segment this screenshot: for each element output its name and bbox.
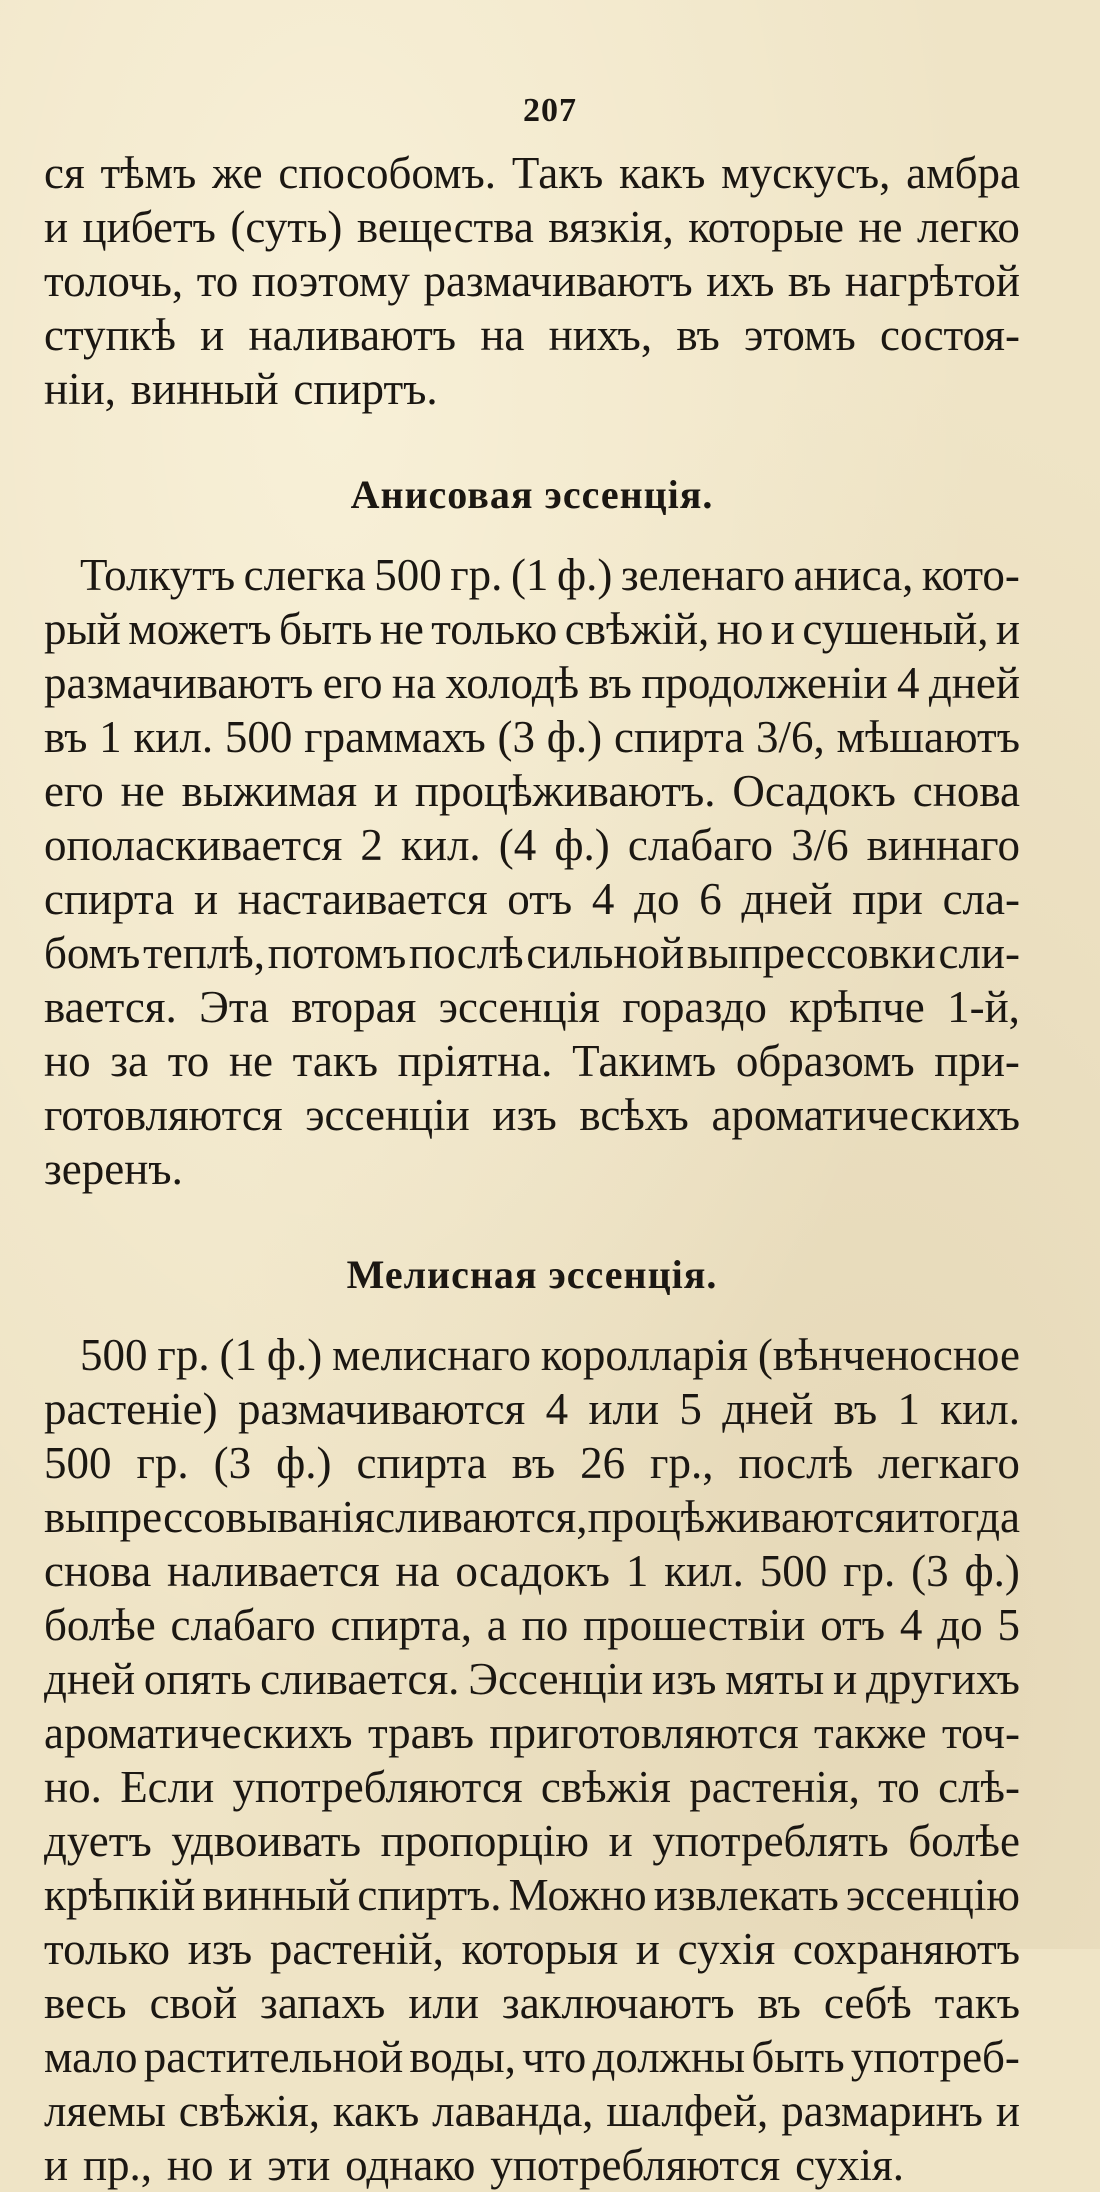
word: способомъ. [278,148,497,198]
word: но. [44,1762,102,1812]
word: дней [928,658,1020,708]
word: вещества [356,202,534,252]
word: въ [757,1978,801,2028]
text-line [44,710,1020,764]
word: наливается [167,1546,380,1596]
word: изъ [187,1924,253,1974]
word: на [480,310,525,360]
word: рый [44,604,121,654]
word: цибетъ [82,202,216,252]
word: какъ [332,2086,420,2136]
word: 500 [224,712,293,762]
word: 1-й, [947,982,1020,1032]
word: сли- [938,928,1020,978]
word: 500 [44,1438,112,1488]
word: кил. [133,712,214,762]
text-line [44,254,1020,308]
word: бомъ [44,928,141,978]
word: то [196,256,239,306]
text-line [44,146,1020,200]
word: толочь, [44,256,184,306]
word: ф.) [276,1438,332,1488]
word: употребляются [490,2140,781,2190]
text-line [44,1652,1020,1706]
word: не [120,766,165,816]
word: слабаго [627,820,773,870]
word: и [895,1492,920,1542]
word: готовляются [44,1090,283,1140]
word: и [200,310,225,360]
word: слабаго [170,1600,316,1650]
word: въ [787,256,832,306]
word: быть [751,2032,845,2082]
word: гораздо [622,982,767,1032]
word: въ [44,712,88,762]
text-line [44,1088,1020,1142]
word: изъ [652,1654,717,1704]
text-line [44,2084,1020,2138]
word: отъ [820,1600,886,1650]
word: гр. [157,1330,210,1380]
word: размаринъ [781,2086,983,2136]
word: винный [130,364,279,414]
word: дней [44,1654,136,1704]
word: въ [676,310,720,360]
word: до [937,1600,983,1650]
word: выпрессовки [686,928,936,978]
word: послѣ [409,928,524,978]
word: гр. [450,550,503,600]
word: сливаются, [375,1492,588,1542]
text-line [44,1706,1020,1760]
word: Такъ [511,148,604,198]
word: употреб- [850,2032,1020,2082]
word: и [44,2140,69,2190]
word: ополаскивается [44,820,343,870]
word: ихъ [706,256,775,306]
word: воды, [409,2032,516,2082]
word: однако [345,2140,476,2190]
word: свой [149,1978,238,2028]
word: Осадокъ [732,766,896,816]
word: сохраняютъ [792,1924,1020,1974]
word: зеренъ. [44,1144,183,1194]
text-line [44,2138,1020,2192]
word: растеніе) [44,1384,218,1434]
word: выжимая [181,766,358,816]
text-line [44,200,1020,254]
word: продолженіи [641,658,888,708]
page-number: 207 [523,92,577,129]
word: то [878,1762,920,1812]
word: сухія [677,1924,776,1974]
word: процѣживаются [587,1492,895,1542]
word: 2 [360,820,383,870]
word: амбра [906,148,1020,198]
word: заключаютъ [501,1978,735,2028]
word: ф.) [546,712,603,762]
word: (4 [498,820,537,870]
text-line [44,1922,1020,1976]
word: королларія [540,1330,748,1380]
text-line [44,1976,1020,2030]
word: дуетъ [44,1816,152,1866]
word: спирта [613,712,745,762]
word: другихъ [866,1654,1020,1704]
word: сла- [942,874,1020,924]
word: эссенцію [845,1870,1020,1920]
word: всѣхъ [579,1090,689,1140]
word: сильной [526,928,685,978]
word: пропорцію [380,1816,590,1866]
word: 5 [997,1600,1020,1650]
word: крѣпче [789,982,925,1032]
word: слѣ- [938,1762,1020,1812]
word: тѣмъ [100,148,197,198]
word: (1 [219,1330,257,1380]
word: и [995,2086,1020,2136]
word: образомъ [735,1036,915,1086]
word: и [833,1654,858,1704]
word: что [522,2032,587,2082]
word: ступкѣ [44,310,176,360]
text-line [44,362,1020,416]
word: мало [44,2032,138,2082]
word: Толкутъ [80,550,236,600]
word: которые [688,202,844,252]
text-line [44,1868,1020,1922]
word: размачиваютъ [423,256,693,306]
word: и [193,874,219,924]
text-line [44,1760,1020,1814]
text-line [44,602,1020,656]
word: пріятна. [397,1036,553,1086]
word: такъ [292,1036,378,1086]
word: крѣпкій [44,1870,196,1920]
word: въ [588,658,632,708]
text-line [44,548,1020,602]
word: запахъ [260,1978,386,2028]
word: процѣживаютъ. [414,766,716,816]
word: эссенціи [305,1090,470,1140]
word: аниса, [793,550,914,600]
text-line [44,1382,1020,1436]
paragraph-3 [44,1328,1020,2192]
page-text [44,146,1020,2192]
text-line [44,818,1020,872]
word: которыя [461,1924,619,1974]
word: Если [120,1762,215,1812]
word: употребляются [232,1762,523,1812]
word: настаивается [237,874,488,924]
word: растительной [143,2032,404,2082]
word: также [814,1708,927,1758]
word: осадокъ [455,1546,610,1596]
word: удвоивать [171,1816,362,1866]
word: его [44,766,104,816]
word: въ [511,1438,556,1488]
word: и [608,1816,633,1866]
word: ароматическихъ [711,1090,1020,1140]
word: свѣжій, [564,604,710,654]
word: на [391,658,436,708]
word: шалфей, [606,2086,769,2136]
word: Можно [508,1870,647,1920]
word: 500 [80,1330,148,1380]
word: 5 [679,1384,702,1434]
word: (3 [497,712,535,762]
word: вторая [291,982,417,1032]
word: 500 [759,1546,828,1596]
word: или [408,1978,479,2028]
word: до [634,874,680,924]
word: при- [934,1036,1020,1086]
word: только [431,604,558,654]
text-line [44,1490,1020,1544]
word: размачиваются [238,1384,526,1434]
word: гр. [136,1438,189,1488]
word: граммахъ [304,712,486,762]
word: гр., [650,1438,714,1488]
word: его [322,658,383,708]
word: дней [722,1384,814,1434]
word: ф.) [266,1330,323,1380]
word: винный [202,1870,351,1920]
word: сливается. [260,1654,460,1704]
word: должны [592,2032,746,2082]
word: кото- [921,550,1020,600]
heading-melissa-essence: Мелисная эссенція. [346,1252,718,1297]
word: 1 [897,1384,920,1434]
word: 3/6 [791,820,849,870]
word: (вѣнченосное [757,1330,1020,1380]
word: вязкія, [548,202,674,252]
text-line [44,1544,1020,1598]
word: лаванда, [432,2086,594,2136]
word: спиртъ. [357,1870,502,1920]
word: и [635,1924,660,1974]
word: только [44,1924,171,1974]
word: болѣе [44,1600,156,1650]
text-line [44,1034,1020,1088]
word: этомъ [743,310,856,360]
word: при [852,874,923,924]
word: 4 [545,1384,569,1434]
text-line [44,764,1020,818]
word: ф.) [556,550,613,600]
word: отъ [507,874,573,924]
text-line [44,980,1020,1034]
word: виннаго [866,820,1020,870]
word: не [379,604,424,654]
word: дней [741,874,833,924]
heading-anise-essence: Анисовая эссенція. [350,472,714,517]
word: снова [912,766,1020,816]
word: сушеный, [802,604,989,654]
word: или [588,1384,660,1434]
word: 4 [899,1600,923,1650]
word: тогда [919,1492,1020,1542]
word: свѣжія, [178,2086,320,2136]
word: 4 [591,874,615,924]
word: кил. [664,1546,744,1596]
text-line [44,308,1020,362]
word: свѣжія [540,1762,671,1812]
word: (3 [911,1546,949,1596]
text-line [44,926,1020,980]
word: на [395,1546,440,1596]
word: сухія. [795,2140,904,2190]
word: эти [267,2140,331,2190]
word: и [770,604,795,654]
word: пр., [82,2140,153,2190]
word: ляемы [44,2086,166,2136]
word: спиртъ. [293,364,438,414]
word: нагрѣтой [844,256,1020,306]
word: состоя- [879,310,1020,360]
word: послѣ [738,1438,854,1488]
word: (1 [510,550,549,600]
word: растеній, [269,1924,444,1974]
word: мяты [725,1654,825,1704]
word: ф.) [964,1546,1020,1596]
word: холодѣ [445,658,580,708]
word: спирта [356,1438,487,1488]
text-line [44,1814,1020,1868]
word: такъ [934,1978,1020,2028]
word: прошествіи [583,1600,806,1650]
word: какъ [619,148,706,198]
word: употреблять [652,1816,889,1866]
text-line [44,2030,1020,2084]
word: потомъ [267,928,407,978]
word: 26 [580,1438,626,1488]
word: травъ [367,1708,475,1758]
word: извлекать [653,1870,839,1920]
word: 1 [99,712,122,762]
word: 500 [374,550,442,600]
word: легкаго [878,1438,1020,1488]
word: приготовляются [489,1708,799,1758]
word: себѣ [823,1978,912,2028]
word: 6 [699,874,722,924]
word: гр. [843,1546,896,1596]
text-line [44,1142,1020,1196]
word: мускусъ, [721,148,891,198]
word: 4 [896,658,920,708]
word: опять [143,1654,252,1704]
word: размачиваютъ [44,658,314,708]
text-line [44,1328,1020,1382]
text-line [44,872,1020,926]
word: растенія, [689,1762,860,1812]
word: но [716,604,764,654]
word: и [995,604,1020,654]
word: Эссенціи [468,1654,644,1704]
word: Эта [199,982,270,1032]
word: весь [44,1978,127,2028]
word: изъ [492,1090,557,1140]
word: по [521,1600,569,1650]
word: эссенція [438,982,600,1032]
word: но [166,2140,214,2190]
word: слегка [243,550,366,600]
word: (суть) [230,202,343,252]
word: и [373,766,399,816]
word: ніи, [44,364,116,414]
word: Такимъ [572,1036,717,1086]
word: снова [44,1546,152,1596]
word: спирта [44,874,175,924]
word: но [44,1036,91,1086]
word: мѣшаютъ [836,712,1020,762]
word: выпрессовыванія [44,1492,375,1542]
word: ароматическихъ [44,1708,353,1758]
word: точ- [941,1708,1020,1758]
text-line [44,656,1020,710]
word: 1 [625,1546,649,1596]
word: же [212,148,263,198]
word: не [858,202,903,252]
word: наливаютъ [248,310,457,360]
paragraph-2 [44,548,1020,1196]
word: то [167,1036,210,1086]
text-line [44,1598,1020,1652]
word: болѣе [908,1816,1020,1866]
word: можетъ [128,604,272,654]
word: не [228,1036,273,1086]
word: поэтому [251,256,410,306]
word: и [228,2140,253,2190]
word: вается. [44,982,177,1032]
word: быть [278,604,373,654]
word: кил. [401,820,481,870]
word: 3/6, [755,712,825,762]
word: ся [44,148,85,198]
word: (3 [213,1438,252,1488]
word: легко [916,202,1020,252]
paragraph-1 [44,146,1020,416]
text-line [44,1436,1020,1490]
word: кил. [940,1384,1020,1434]
word: въ [833,1384,878,1434]
word: ф.) [554,820,610,870]
word: теплѣ, [143,928,265,978]
word: мелиснаго [332,1330,531,1380]
word: зеленаго [620,550,785,600]
word: и [44,202,69,252]
word: спирта, [330,1600,472,1650]
word: нихъ, [548,310,653,360]
word: за [110,1036,149,1086]
word: а [486,1600,507,1650]
